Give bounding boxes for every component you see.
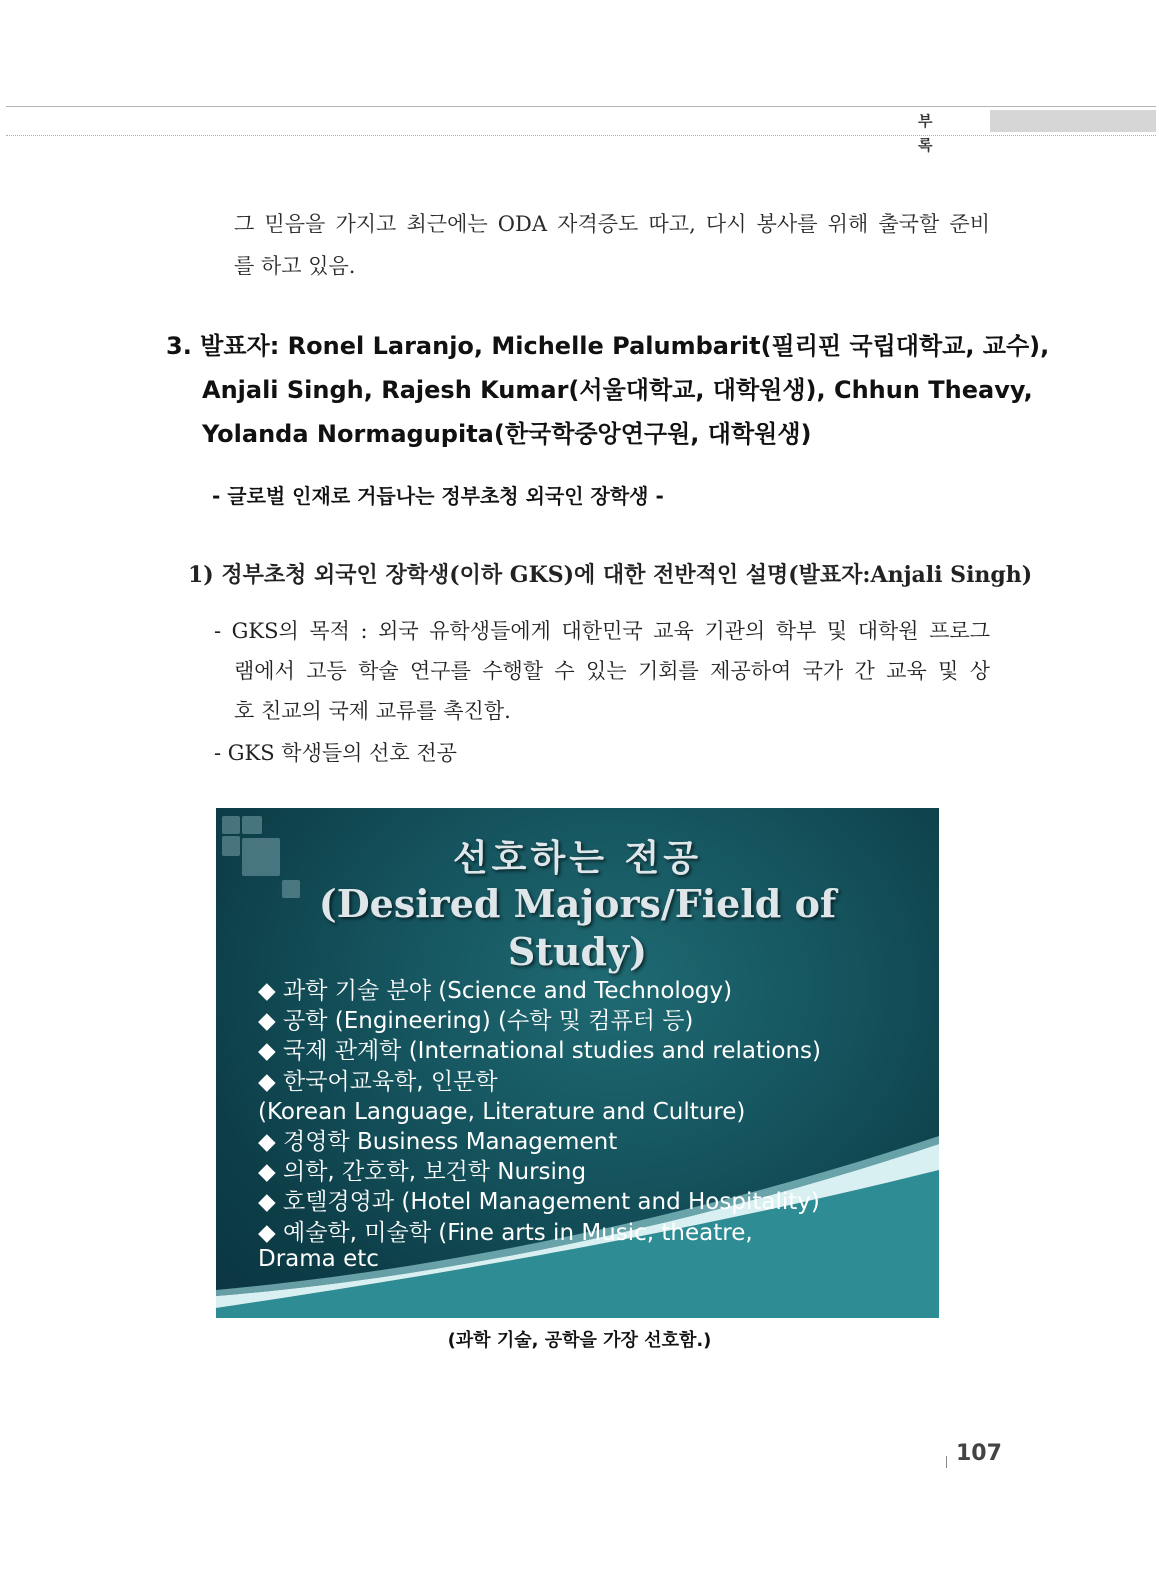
presenters-heading	[166, 324, 1050, 456]
slide-title-english-line-1: (Desired Majors/Field of	[318, 881, 837, 926]
list-item: Drama etc	[258, 1245, 379, 1272]
heading-line-2: Anjali Singh, Rajesh Kumar(서울대학교, 대학원생), Chhun Theavy,	[202, 376, 1033, 404]
majors-list	[258, 976, 928, 1270]
list-item: ◆ 호텔경영과 (Hotel Management and Hospitality)	[258, 1189, 820, 1216]
list-item: ◆ 공학 (Engineering) (수학 및 컴퓨터 등)	[258, 1008, 694, 1035]
purpose-line-2: 램에서 고등 학술 연구를 수행할 수 있는 기회를 제공하여 국가 간 교육 및 상	[234, 659, 990, 683]
slide-title-korean: 선호하는 전공	[452, 837, 703, 879]
list-item: ◆ 한국어교육학, 인문학	[258, 1068, 498, 1095]
intro-paragraph	[234, 203, 990, 287]
session-subtitle: - 글로벌 인재로 거듭나는 정부초청 외국인 장학생 -	[212, 484, 664, 508]
list-item: ◆ 경영학 Business Management	[258, 1129, 618, 1156]
heading-line-3: Yolanda Normagupita(한국학중앙연구원, 대학원생)	[202, 420, 812, 448]
list-item: ◆ 예술학, 미술학 (Fine arts in Music, theatre,	[258, 1219, 753, 1246]
list-item: ◆ 국제 관계학 (International studies and relations)	[258, 1038, 821, 1065]
header-rule	[6, 106, 1156, 107]
list-item: (Korean Language, Literature and Culture)	[258, 1098, 746, 1125]
slide-image	[216, 808, 939, 1318]
list-item: ◆ 의학, 간호학, 보건학 Nursing	[258, 1159, 587, 1186]
section-1-title: 1) 정부초청 외국인 장학생(이하 GKS)에 대한 전반적인 설명(발표자:Anjali Singh)	[188, 562, 1033, 588]
preferred-majors-bullet: - GKS 학생들의 선호 전공	[214, 741, 457, 765]
intro-line-2: 를 하고 있음.	[234, 254, 356, 278]
purpose-line-3: 호 친교의 국제 교류를 촉진함.	[234, 699, 511, 723]
header-tab-block	[990, 110, 1156, 132]
slide-title-english	[216, 880, 939, 976]
heading-line-1: 3. 발표자: Ronel Laranjo, Michelle Palumbarit(필리핀 국립대학교, 교수),	[166, 332, 1050, 360]
section-label: 부 록	[918, 112, 947, 154]
gks-purpose-bullet	[214, 611, 990, 731]
page-number-divider	[946, 1456, 947, 1468]
header-dotted-rule	[6, 135, 1156, 136]
page-number: 107	[956, 1441, 1002, 1466]
figure-caption: (과학 기술, 공학을 가장 선호함.)	[447, 1330, 712, 1351]
list-item: ◆ 과학 기술 분야 (Science and Technology)	[258, 978, 733, 1004]
purpose-line-1: - GKS의 목적 : 외국 유학생들에게 대한민국 교육 기관의 학부 및 대학원 프로그	[214, 619, 990, 643]
slide-title-english-line-2: Study)	[507, 929, 648, 974]
intro-line-1: 그 믿음을 가지고 최근에는 ODA 자격증도 따고, 다시 봉사를 위해 출국할 준비	[234, 212, 990, 236]
